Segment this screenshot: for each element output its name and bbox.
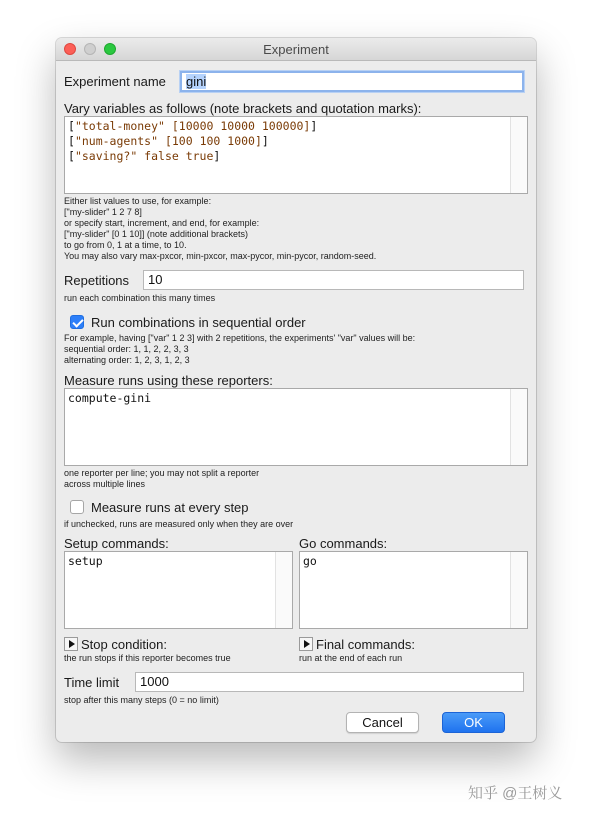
stop-condition-disclosure-icon[interactable] [64,637,78,651]
go-commands-label: Go commands: [299,536,388,551]
vary-line-3: ["saving?" false true] [68,149,221,163]
experiment-name-input[interactable] [180,71,524,92]
title-bar [56,38,536,61]
reporters-label: Measure runs using these reporters: [64,373,273,388]
vary-scrollbar[interactable] [510,117,527,193]
experiment-dialog [56,38,536,742]
reporter-line-1: compute-gini [68,391,152,405]
setup-commands-textarea[interactable] [64,551,293,629]
ok-button[interactable]: OK [442,712,505,733]
sequential-order-checkbox[interactable] [70,315,84,329]
time-limit-help: stop after this many steps (0 = no limit) [64,695,219,705]
window-title: Experiment [263,42,329,57]
every-step-help: if unchecked, runs are measured only when they are over [64,519,294,529]
stop-condition-label[interactable]: Stop condition: [81,637,168,652]
time-limit-input[interactable]: 1000 [135,672,524,692]
reporters-scrollbar[interactable] [510,389,527,465]
repetitions-input[interactable]: 10 [143,270,524,290]
vary-variables-textarea[interactable] [64,116,528,194]
repetitions-label: Repetitions [64,273,130,288]
watermark-text: 知乎 @王树义 [468,785,563,802]
experiment-name-value: gini [186,74,207,89]
reporters-help: one reporter per line; you may not split a reporter across multiple lines [64,468,260,489]
time-limit-label: Time limit [64,675,120,690]
experiment-name-label: Experiment name [64,74,166,89]
reporters-textarea[interactable] [64,388,528,466]
final-commands-label[interactable]: Final commands: [316,637,415,652]
vary-variables-label: Vary variables as follows (note brackets and quotation marks): [64,101,422,116]
go-line-1: go [303,554,317,568]
sequential-help: For example, having ["var" 1 2 3] with 2 repetitions, the experiments' "var" values will be: sequential order: 1, 1, 2, 2, 3, 3 alternating order: 1, 2, 3, 1, 2, 3 [64,333,416,365]
final-commands-help: run at the end of each run [299,653,403,663]
every-step-label: Measure runs at every step [91,500,249,515]
stop-condition-help: the run stops if this reporter becomes true [64,653,231,663]
vary-line-1: ["total-money" [10000 10000 100000]] [68,119,318,133]
cancel-button[interactable]: Cancel [346,712,419,733]
setup-line-1: setup [68,554,103,568]
go-commands-textarea[interactable] [299,551,528,629]
vary-help: Either list values to use, for example: ["my-slider" 1 2 7 8] or specify start, increment, and end, for example: ["my-slider" [0 1 10]] (note additional brackets) to go from 0, 1 at a time, to 10. You may also vary max-pxcor, min-pxcor, max-pycor, min-pycor, random-seed. [64,196,377,261]
repetitions-help: run each combination this many times [64,293,216,303]
setup-commands-label: Setup commands: [64,536,169,551]
every-step-checkbox[interactable] [70,500,84,514]
final-commands-disclosure-icon[interactable] [299,637,313,651]
vary-line-2: ["num-agents" [100 100 1000]] [68,134,269,148]
go-scrollbar[interactable] [510,552,527,628]
setup-scrollbar[interactable] [275,552,292,628]
sequential-order-label: Run combinations in sequential order [91,315,306,330]
